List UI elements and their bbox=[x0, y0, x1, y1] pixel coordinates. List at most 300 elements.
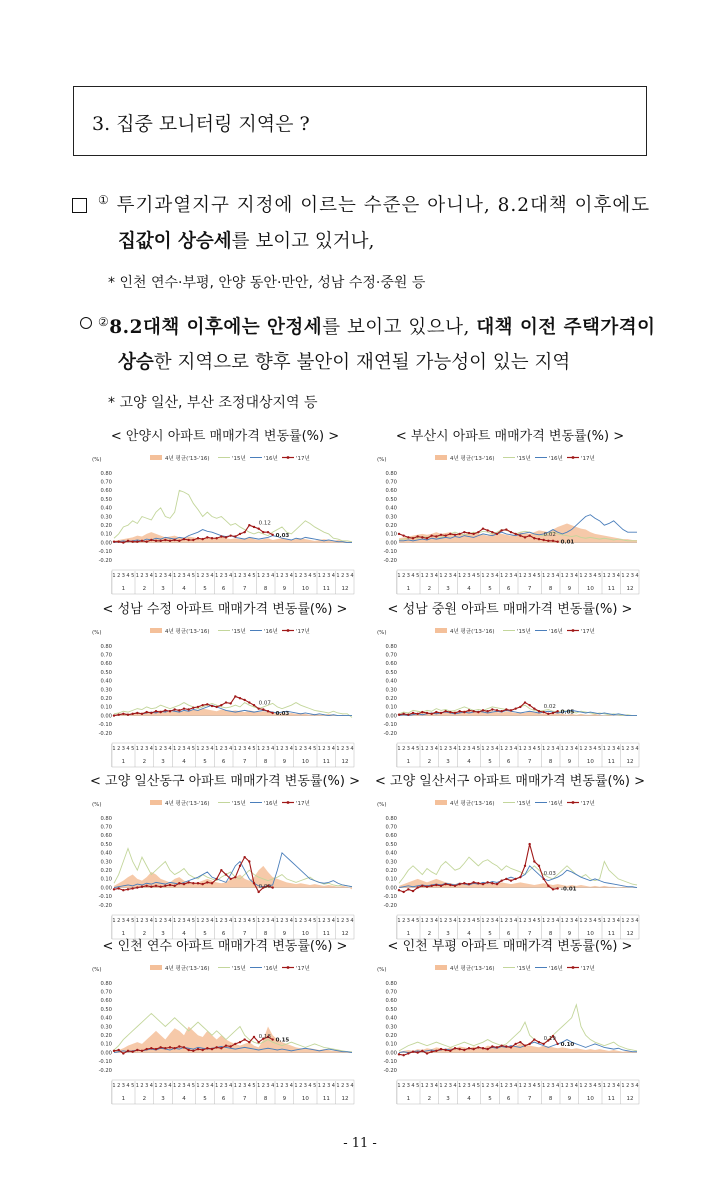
month-label: 11 bbox=[607, 1096, 615, 1102]
week-tick-label: 3 bbox=[528, 746, 532, 752]
y-tick-label: -0.20 bbox=[98, 1067, 112, 1074]
week-tick-label: 3 bbox=[145, 573, 149, 579]
series-17-point bbox=[542, 711, 544, 713]
week-tick-label: 3 bbox=[163, 918, 167, 924]
week-tick-label: 2 bbox=[341, 746, 345, 752]
week-tick-label: 1 bbox=[579, 1083, 583, 1089]
series-17-point bbox=[253, 526, 255, 528]
week-tick-label: 4 bbox=[514, 1083, 518, 1089]
month-label: 8 bbox=[263, 586, 268, 592]
week-tick-label: 2 bbox=[486, 573, 490, 579]
y-tick-label: 0.50 bbox=[385, 669, 397, 676]
series-17-point bbox=[271, 886, 273, 888]
week-tick-label: 3 bbox=[612, 918, 616, 924]
series-17-point bbox=[514, 707, 516, 709]
week-tick-label: 3 bbox=[224, 573, 228, 579]
week-tick-label: 3 bbox=[551, 1083, 555, 1089]
week-tick-label: 4 bbox=[453, 1083, 457, 1089]
month-label: 12 bbox=[341, 931, 349, 937]
y-tick-label: -0.20 bbox=[98, 730, 112, 737]
series-17-point bbox=[412, 890, 414, 892]
week-tick-label: 3 bbox=[528, 573, 532, 579]
week-tick-label: 3 bbox=[509, 1083, 513, 1089]
week-tick-label: 2 bbox=[425, 1083, 429, 1089]
series-17-point bbox=[468, 532, 470, 534]
y-tick-label: 0.60 bbox=[385, 833, 397, 840]
week-tick-label: 4 bbox=[514, 918, 518, 924]
week-tick-label: 4 bbox=[453, 746, 457, 752]
month-label: 11 bbox=[322, 586, 330, 592]
week-tick-label: 5 bbox=[313, 1083, 317, 1089]
month-label: 7 bbox=[242, 586, 247, 592]
week-tick-label: 1 bbox=[112, 573, 116, 579]
week-tick-label: 1 bbox=[579, 918, 583, 924]
series-17-point bbox=[426, 1052, 428, 1054]
month-label: 2 bbox=[427, 1096, 432, 1102]
y-tick-label: 0.50 bbox=[385, 841, 397, 848]
month-label: 5 bbox=[203, 759, 207, 765]
y-tick-label: 0.60 bbox=[100, 488, 112, 495]
series-17-point bbox=[426, 537, 428, 539]
legend-16-label: '16년 bbox=[549, 456, 563, 462]
week-tick-label: 3 bbox=[467, 573, 471, 579]
week-tick-label: 4 bbox=[556, 746, 560, 752]
week-tick-label: 3 bbox=[551, 573, 555, 579]
week-tick-label: 1 bbox=[560, 573, 564, 579]
week-tick-label: 2 bbox=[486, 918, 490, 924]
month-label: 3 bbox=[446, 1096, 450, 1102]
series-17-point bbox=[486, 1048, 488, 1050]
series-17-point bbox=[145, 541, 147, 543]
week-tick-label: 2 bbox=[177, 1083, 181, 1089]
week-tick-label: 4 bbox=[331, 918, 335, 924]
week-tick-label: 3 bbox=[448, 573, 452, 579]
week-tick-label: 2 bbox=[261, 918, 265, 924]
series-17-point bbox=[500, 710, 502, 712]
month-label: 6 bbox=[221, 1096, 226, 1102]
week-tick-label: 2 bbox=[523, 573, 527, 579]
legend-17-label: '17년 bbox=[296, 629, 310, 635]
week-tick-label: 2 bbox=[546, 918, 550, 924]
month-label: 1 bbox=[121, 931, 126, 937]
week-tick-label: 4 bbox=[247, 918, 251, 924]
series-17-point bbox=[169, 1046, 171, 1048]
series-17-point bbox=[197, 706, 199, 708]
week-tick-label: 1 bbox=[518, 746, 522, 752]
legend-15-label: '15년 bbox=[232, 801, 246, 807]
week-tick-label: 2 bbox=[444, 573, 448, 579]
week-tick-label: 4 bbox=[556, 918, 560, 924]
week-tick-label: 4 bbox=[289, 1083, 293, 1089]
series-17-point bbox=[426, 886, 428, 888]
week-tick-label: 2 bbox=[584, 1083, 588, 1089]
week-tick-label: 1 bbox=[458, 746, 462, 752]
month-label: 7 bbox=[527, 1096, 532, 1102]
series-17-point bbox=[187, 881, 189, 883]
series-17-point bbox=[468, 1047, 470, 1049]
series-17-point bbox=[131, 887, 133, 889]
week-tick-label: 1 bbox=[294, 746, 298, 752]
series-17-point bbox=[533, 860, 535, 862]
month-label: 2 bbox=[427, 586, 432, 592]
week-tick-label: 1 bbox=[112, 746, 116, 752]
legend-15-label: '15년 bbox=[517, 801, 531, 807]
series-17-point bbox=[458, 533, 460, 535]
annotation-label: -0.01 bbox=[560, 886, 577, 893]
series-17-point bbox=[234, 1043, 236, 1045]
week-tick-label: 1 bbox=[135, 918, 139, 924]
month-label: 7 bbox=[527, 759, 532, 765]
week-tick-label: 4 bbox=[247, 1083, 251, 1089]
series-17-point bbox=[183, 883, 185, 885]
series-17-point bbox=[229, 534, 231, 536]
series-17-point bbox=[421, 711, 423, 713]
series-17-point bbox=[412, 712, 414, 714]
legend-17-label: '17년 bbox=[581, 801, 595, 807]
series-17-point bbox=[505, 708, 507, 710]
week-tick-label: 3 bbox=[243, 918, 247, 924]
series-17-point bbox=[482, 883, 484, 885]
series-17-point bbox=[271, 1038, 273, 1040]
week-tick-label: 5 bbox=[252, 746, 256, 752]
month-label: 4 bbox=[467, 586, 471, 592]
series-17-point bbox=[211, 1048, 213, 1050]
series-17-point bbox=[173, 1047, 175, 1049]
y-tick-label: 0.30 bbox=[100, 514, 112, 521]
month-label: 6 bbox=[221, 931, 226, 937]
week-tick-label: 2 bbox=[607, 746, 611, 752]
series-17-point bbox=[211, 537, 213, 539]
series-17-point bbox=[458, 1048, 460, 1050]
week-tick-label: 5 bbox=[598, 918, 602, 924]
legend-avg-label: 4년 평균('13-'16) bbox=[450, 801, 495, 807]
week-tick-label: 2 bbox=[159, 918, 163, 924]
week-tick-label: 2 bbox=[523, 918, 527, 924]
series-17-point bbox=[127, 1050, 129, 1052]
week-tick-label: 1 bbox=[154, 918, 158, 924]
week-tick-label: 1 bbox=[196, 918, 200, 924]
week-tick-label: 3 bbox=[182, 918, 186, 924]
month-label: 11 bbox=[322, 931, 330, 937]
series-17-point bbox=[117, 1049, 119, 1051]
section-header-box bbox=[73, 86, 647, 156]
legend-avg-label: 4년 평균('13-'16) bbox=[450, 629, 495, 635]
y-tick-label: 0.10 bbox=[385, 531, 397, 538]
series-17-point bbox=[187, 539, 189, 541]
chart-title: < 안양시 아파트 매매가격 변동률(%) > bbox=[110, 429, 340, 444]
week-tick-label: 4 bbox=[229, 746, 233, 752]
y-tick-label: 0.30 bbox=[100, 687, 112, 694]
series-17-point bbox=[407, 888, 409, 890]
series-17-point bbox=[155, 710, 157, 712]
series-17-point bbox=[113, 888, 115, 890]
series-17-point bbox=[477, 882, 479, 884]
week-tick-label: 3 bbox=[224, 746, 228, 752]
week-tick-label: 2 bbox=[299, 746, 303, 752]
week-tick-label: 1 bbox=[173, 1083, 177, 1089]
y-tick-label: 0.40 bbox=[385, 505, 397, 512]
week-tick-label: 5 bbox=[131, 918, 135, 924]
series-17-point bbox=[229, 878, 231, 880]
week-tick-label: 3 bbox=[205, 573, 209, 579]
legend-17-marker bbox=[287, 966, 290, 969]
series-17-point bbox=[150, 1047, 152, 1049]
week-tick-label: 1 bbox=[154, 573, 158, 579]
week-tick-label: 3 bbox=[303, 573, 307, 579]
week-tick-label: 3 bbox=[163, 1083, 167, 1089]
week-tick-label: 3 bbox=[345, 1083, 349, 1089]
month-label: 7 bbox=[242, 931, 247, 937]
y-tick-label: 0.60 bbox=[385, 661, 397, 668]
week-tick-label: 5 bbox=[191, 918, 195, 924]
legend-17-label: '17년 bbox=[296, 456, 310, 462]
week-tick-label: 3 bbox=[528, 1083, 532, 1089]
unit-label: (%) bbox=[92, 457, 102, 463]
week-tick-label: 2 bbox=[565, 918, 569, 924]
week-tick-label: 1 bbox=[336, 746, 340, 752]
annotation-label: 0.02 bbox=[543, 704, 556, 711]
item2-emphasis2: 대책 이전 주택가격이 bbox=[476, 317, 656, 338]
month-label: 8 bbox=[548, 759, 553, 765]
series-17-point bbox=[538, 1041, 540, 1043]
series-17-point bbox=[449, 1050, 451, 1052]
week-tick-label: 5 bbox=[537, 573, 541, 579]
series-17-point bbox=[426, 712, 428, 714]
series-17-point bbox=[187, 708, 189, 710]
month-label: 10 bbox=[301, 1096, 309, 1102]
week-tick-label: 1 bbox=[602, 918, 606, 924]
y-tick-label: 0.70 bbox=[100, 652, 112, 659]
chart-title: < 고양 일산동구 아파트 매매가격 변동률(%) > bbox=[89, 774, 360, 789]
y-tick-label: -0.10 bbox=[98, 1059, 112, 1066]
series-avg-area bbox=[399, 879, 637, 888]
week-tick-label: 3 bbox=[327, 573, 331, 579]
week-tick-label: 1 bbox=[397, 918, 401, 924]
month-label: 1 bbox=[406, 931, 411, 937]
series-17-point bbox=[514, 1043, 516, 1045]
annotation-label: 0.00 bbox=[258, 883, 271, 890]
week-tick-label: 5 bbox=[131, 573, 135, 579]
annotation-label: 0.05 bbox=[560, 709, 575, 716]
week-tick-label: 2 bbox=[219, 918, 223, 924]
week-tick-label: 2 bbox=[177, 573, 181, 579]
y-tick-label: -0.10 bbox=[383, 722, 397, 729]
week-tick-label: 3 bbox=[588, 746, 592, 752]
series-17-point bbox=[552, 540, 554, 542]
week-tick-label: 4 bbox=[616, 918, 620, 924]
week-tick-label: 4 bbox=[210, 1083, 214, 1089]
annotation-label: 0.02 bbox=[543, 531, 556, 538]
week-tick-label: 2 bbox=[402, 918, 406, 924]
series-17-point bbox=[131, 541, 133, 543]
unit-label: (%) bbox=[377, 630, 387, 636]
week-tick-label: 4 bbox=[229, 918, 233, 924]
legend-16-label: '16년 bbox=[264, 456, 278, 462]
week-tick-label: 3 bbox=[145, 1083, 149, 1089]
series-17-point bbox=[113, 541, 115, 543]
y-tick-label: 0.70 bbox=[100, 989, 112, 996]
month-label: 9 bbox=[567, 586, 572, 592]
week-tick-label: 4 bbox=[495, 746, 499, 752]
series-17-point bbox=[547, 540, 549, 542]
week-tick-label: 3 bbox=[448, 1083, 452, 1089]
week-tick-label: 2 bbox=[462, 918, 466, 924]
week-tick-label: 2 bbox=[425, 573, 429, 579]
week-tick-label: 3 bbox=[551, 746, 555, 752]
legend-17-label: '17년 bbox=[296, 966, 310, 972]
y-tick-label: -0.20 bbox=[383, 1067, 397, 1074]
series-17-point bbox=[472, 881, 474, 883]
week-tick-label: 4 bbox=[126, 1083, 130, 1089]
series-17-point bbox=[556, 887, 558, 889]
series-17-point bbox=[491, 1045, 493, 1047]
series-17-point bbox=[164, 1047, 166, 1049]
series-17-point bbox=[178, 882, 180, 884]
legend-avg-swatch bbox=[150, 628, 162, 633]
week-tick-label: 4 bbox=[168, 1083, 172, 1089]
week-tick-label: 4 bbox=[434, 1083, 438, 1089]
series-17-point bbox=[430, 534, 432, 536]
series-17-point bbox=[248, 701, 250, 703]
week-tick-label: 2 bbox=[504, 573, 508, 579]
legend-avg-label: 4년 평균('13-'16) bbox=[165, 629, 210, 635]
y-tick-label: 0.70 bbox=[100, 824, 112, 831]
series-17-point bbox=[486, 529, 488, 531]
series-17-point bbox=[528, 1043, 530, 1045]
week-tick-label: 4 bbox=[168, 918, 172, 924]
week-tick-label: 2 bbox=[140, 918, 144, 924]
series-17-point bbox=[416, 1051, 418, 1053]
month-label: 4 bbox=[182, 759, 186, 765]
month-label: 4 bbox=[182, 1096, 186, 1102]
week-tick-label: 4 bbox=[149, 1083, 153, 1089]
week-tick-label: 4 bbox=[472, 573, 476, 579]
series-17-point bbox=[538, 710, 540, 712]
y-tick-label: 0.40 bbox=[100, 678, 112, 685]
week-tick-label: 3 bbox=[490, 918, 494, 924]
y-tick-label: -0.10 bbox=[98, 549, 112, 556]
item2-emphasis1: 8.2대책 이후에는 안정세 bbox=[109, 317, 323, 338]
series-17-point bbox=[262, 708, 264, 710]
week-tick-label: 2 bbox=[425, 918, 429, 924]
series-17-point bbox=[257, 1041, 259, 1043]
unit-label: (%) bbox=[92, 967, 102, 973]
y-tick-label: 0.50 bbox=[100, 669, 112, 676]
week-tick-label: 4 bbox=[187, 918, 191, 924]
series-17-point bbox=[430, 1051, 432, 1053]
series-17-point bbox=[482, 1047, 484, 1049]
month-label: 4 bbox=[467, 1096, 471, 1102]
series-17-point bbox=[225, 873, 227, 875]
week-tick-label: 1 bbox=[233, 918, 237, 924]
legend-15-label: '15년 bbox=[232, 966, 246, 972]
y-tick-label: 0.10 bbox=[100, 1041, 112, 1048]
y-tick-label: 0.80 bbox=[385, 470, 397, 477]
week-tick-label: 5 bbox=[131, 746, 135, 752]
week-tick-label: 1 bbox=[294, 918, 298, 924]
y-tick-label: 0.10 bbox=[385, 1041, 397, 1048]
y-tick-label: -0.10 bbox=[383, 894, 397, 901]
series-17-point bbox=[239, 533, 241, 535]
week-tick-label: 1 bbox=[112, 918, 116, 924]
week-tick-label: 2 bbox=[425, 746, 429, 752]
month-label: 4 bbox=[182, 931, 186, 937]
week-tick-label: 3 bbox=[570, 1083, 574, 1089]
week-tick-label: 4 bbox=[350, 746, 354, 752]
week-tick-label: 4 bbox=[574, 746, 578, 752]
week-tick-label: 3 bbox=[182, 1083, 186, 1089]
series-17-point bbox=[547, 885, 549, 887]
week-tick-label: 2 bbox=[159, 746, 163, 752]
series-17-point bbox=[444, 883, 446, 885]
annotation-label: 0.19 bbox=[543, 1035, 556, 1042]
month-label: 1 bbox=[121, 1096, 126, 1102]
line-chart bbox=[90, 961, 360, 1116]
week-tick-label: 1 bbox=[542, 746, 546, 752]
week-tick-label: 3 bbox=[490, 1083, 494, 1089]
series-17-point bbox=[444, 710, 446, 712]
series-17-point bbox=[178, 1045, 180, 1047]
y-tick-label: -0.20 bbox=[383, 730, 397, 737]
y-tick-label: 0.40 bbox=[385, 1015, 397, 1022]
month-label: 3 bbox=[446, 586, 450, 592]
week-tick-label: 4 bbox=[411, 573, 415, 579]
month-label: 7 bbox=[242, 1096, 247, 1102]
series-17-point bbox=[127, 888, 129, 890]
week-tick-label: 3 bbox=[266, 1083, 270, 1089]
week-tick-label: 2 bbox=[261, 573, 265, 579]
series-17-point bbox=[463, 1049, 465, 1051]
week-tick-label: 4 bbox=[271, 573, 275, 579]
week-tick-label: 1 bbox=[500, 573, 504, 579]
week-tick-label: 3 bbox=[570, 746, 574, 752]
month-label: 9 bbox=[282, 931, 287, 937]
series-17-point bbox=[440, 534, 442, 536]
series-17-point bbox=[449, 884, 451, 886]
series-17-point bbox=[398, 889, 400, 891]
week-tick-label: 4 bbox=[126, 918, 130, 924]
month-label: 9 bbox=[567, 931, 572, 937]
week-tick-label: 1 bbox=[518, 918, 522, 924]
week-tick-label: 2 bbox=[238, 918, 242, 924]
annotation-label: 0.12 bbox=[258, 520, 271, 527]
series-17-point bbox=[243, 531, 245, 533]
week-tick-label: 3 bbox=[345, 746, 349, 752]
y-tick-label: 0.20 bbox=[100, 696, 112, 702]
week-tick-label: 4 bbox=[308, 746, 312, 752]
week-tick-label: 2 bbox=[341, 918, 345, 924]
week-tick-label: 1 bbox=[560, 746, 564, 752]
series-17-point bbox=[556, 1043, 558, 1045]
series-17-point bbox=[412, 537, 414, 539]
week-tick-label: 3 bbox=[490, 573, 494, 579]
week-tick-label: 3 bbox=[285, 746, 289, 752]
week-tick-label: 4 bbox=[210, 746, 214, 752]
series-17-point bbox=[220, 869, 222, 871]
week-tick-label: 1 bbox=[420, 573, 424, 579]
week-tick-label: 2 bbox=[219, 1083, 223, 1089]
item1-text1: 투기과열지구 지정에 이르는 수준은 아니나, 8.2대책 이후에도 bbox=[116, 195, 651, 216]
series-17-point bbox=[547, 713, 549, 715]
week-tick-label: 1 bbox=[500, 918, 504, 924]
series-17-point bbox=[458, 710, 460, 712]
week-tick-label: 4 bbox=[556, 573, 560, 579]
week-tick-label: 1 bbox=[542, 1083, 546, 1089]
week-tick-label: 1 bbox=[481, 1083, 485, 1089]
series-17-point bbox=[524, 865, 526, 867]
week-tick-label: 5 bbox=[537, 746, 541, 752]
week-tick-label: 2 bbox=[219, 573, 223, 579]
